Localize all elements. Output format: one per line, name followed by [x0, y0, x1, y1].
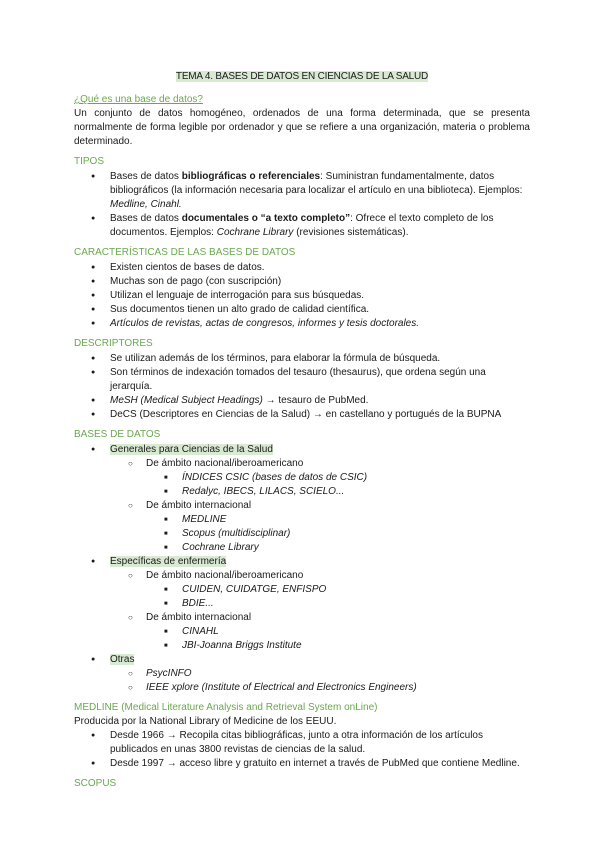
medline-list: [74, 729, 530, 771]
bases-generales: ● Generales para Ciencias de la Salud: [74, 443, 530, 457]
bases-otras: ● Otras: [74, 653, 530, 667]
intro-text: Un conjunto de datos homogéneo, ordenados de una forma determinada, que se presenta normalmente de forma legible por ordenador y que se refiere a una organización, materia o problema determinado.: [74, 108, 530, 147]
bases-heading: BASES DE DATOS: [74, 429, 161, 440]
bases-especificas: ● Específicas de enfermería: [74, 555, 530, 569]
medline-heading: MEDLINE (Medical Literature Analysis and Retrieval System onLine): [74, 702, 378, 713]
document-title: TEMA 4. BASES DE DATOS EN CIENCIAS DE LA SALUD: [175, 71, 429, 82]
list-item: ■ Scopus (multidisciplinar): [74, 527, 530, 541]
list-item: ● Sus documentos tienen un alto grado de calidad científica.: [74, 303, 530, 317]
list-item: ● Se utilizan además de los términos, para elaborar la fórmula de búsqueda.: [74, 352, 530, 366]
list-item: ● Artículos de revistas, actas de congresos, informes y tesis doctorales.: [74, 317, 530, 331]
bases-list: [74, 443, 530, 695]
caracteristicas-list: [74, 261, 530, 331]
list-item: ○ IEEE xplore (Institute of Electrical and Electronics Engineers): [74, 681, 530, 695]
list-item: ● Desde 1997 → acceso libre y gratuito en internet a través de PubMed que contiene Medline.: [74, 757, 530, 771]
bases-generales-nacional: ○ De ámbito nacional/iberoamericano: [74, 457, 530, 471]
scopus-heading: SCOPUS: [74, 778, 117, 789]
medline-producer: Producida por la National Library of Medicine de los EEUU.: [74, 716, 337, 727]
list-item: ■ ÍNDICES CSIC (bases de datos de CSIC): [74, 471, 530, 485]
list-item: ● DeCS (Descriptores en Ciencias de la Salud) → en castellano y portugués de la BUPNA: [74, 408, 530, 422]
list-item: ■ Redalyc, IBECS, LILACS, SCIELO...: [74, 485, 530, 499]
list-item: ■ CINAHL: [74, 625, 530, 639]
list-item: ● Existen cientos de bases de datos.: [74, 261, 530, 275]
bases-especificas-nacional: ○ De ámbito nacional/iberoamericano: [74, 569, 530, 583]
list-item: ■ JBI-Joanna Briggs Institute: [74, 639, 530, 653]
list-item: ● Utilizan el lenguaje de interrogación para sus búsquedas.: [74, 289, 530, 303]
list-item: ● MeSH (Medical Subject Headings) → tesauro de PubMed.: [74, 394, 530, 408]
document-page: [74, 70, 530, 792]
descriptores-heading: DESCRIPTORES: [74, 338, 153, 349]
bases-generales-internacional: ○ De ámbito internacional: [74, 499, 530, 513]
tipos-item: ● Bases de datos bibliográficas o referenciales: Suministran fundamentalmente, datos bibliográficos (la información necesaria para localizar el artículo en una biblioteca). Ejemplos: Medline, Cinahl.: [74, 170, 530, 212]
caracteristicas-heading: CARACTERÍSTICAS DE LAS BASES DE DATOS: [74, 247, 296, 258]
list-item: ● Desde 1966 → Recopila citas bibliográficas, junto a otra información de los artículos publicados en unas 3800 revistas de ciencias de la salud.: [74, 729, 530, 757]
tipos-list: [74, 170, 530, 240]
tipos-item: ● Bases de datos documentales o “a texto completo”: Ofrece el texto completo de los documentos. Ejemplos: Cochrane Library (revisiones sistemáticas).: [74, 212, 530, 240]
tipos-heading: TIPOS: [74, 156, 105, 167]
list-item: ● Muchas son de pago (con suscripción): [74, 275, 530, 289]
intro-question: ¿Qué es una base de datos?: [74, 94, 203, 105]
list-item: ■ BDIE...: [74, 597, 530, 611]
list-item: ■ Cochrane Library: [74, 541, 530, 555]
list-item: ○ PsycINFO: [74, 667, 530, 681]
list-item: ● Son términos de indexación tomados del tesauro (thesaurus), que ordena según una jerarquía.: [74, 366, 530, 394]
bases-especificas-internacional: ○ De ámbito internacional: [74, 611, 530, 625]
list-item: ■ MEDLINE: [74, 513, 530, 527]
list-item: ■ CUIDEN, CUIDATGE, ENFISPO: [74, 583, 530, 597]
descriptores-list: [74, 352, 530, 422]
